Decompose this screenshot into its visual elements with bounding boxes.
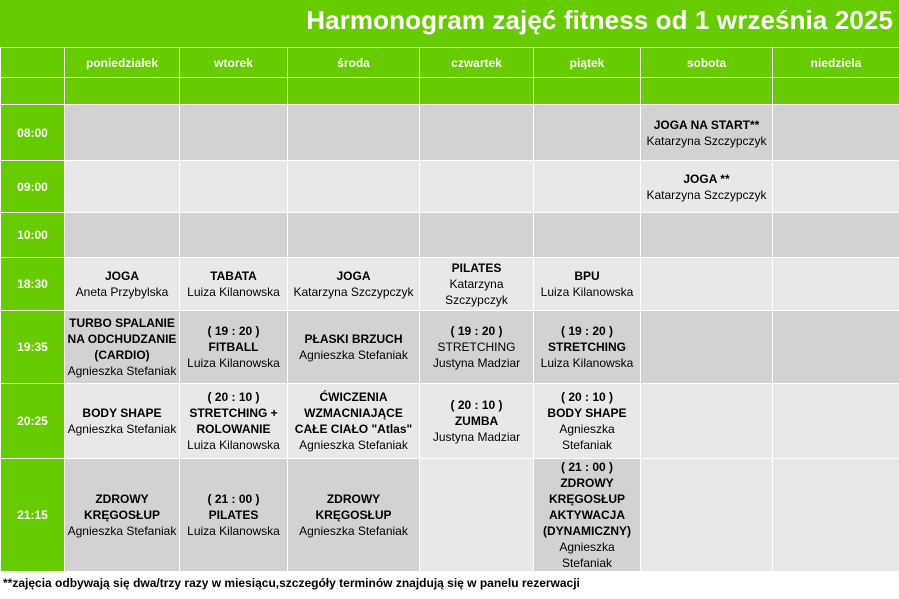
instructor-name: Katarzyna Szczypczyk (646, 187, 767, 202)
instructor-name: Luiza Kilanowska (187, 285, 280, 299)
class-name: STRETCHING + ROLOWANIE (189, 406, 278, 436)
class-name: PILATES (208, 508, 259, 522)
empty-slot (420, 161, 534, 213)
instructor-name: Luiza Kilanowska (187, 438, 280, 452)
class-name: ĆWICZENIA WZMACNIAJĄCE CAŁE CIAŁO "Atlas" (294, 390, 413, 436)
title-bar (0, 0, 899, 47)
time-row-1830 (1, 258, 899, 311)
class-time: ( 19 : 20 ) (450, 324, 503, 338)
instructor-name: Agnieszka Stefaniak (67, 364, 177, 378)
class-name: JOGA (104, 269, 139, 283)
instructor-name: Luiza Kilanowska (187, 356, 280, 370)
class-time: ( 19 : 20 ) (560, 324, 614, 338)
class-cell-thu-1830 (420, 258, 534, 311)
instructor-name: Agnieszka Stefaniak (559, 422, 615, 452)
class-name: TABATA (210, 269, 257, 283)
day-header-tuesday: wtorek (180, 48, 288, 78)
class-name: JOGA (336, 269, 371, 283)
empty-slot (288, 105, 420, 161)
footnote: **zajęcia odbywają się dwa/trzy razy w miesiącu,szczegóły terminów znajdują się w panelu rezerwacji (3, 576, 580, 590)
class-name: TURBO SPALANIE NA ODCHUDZANIE (CARDIO) (67, 316, 177, 362)
class-name: PILATES (451, 261, 502, 275)
page-title: Harmonogram zajęć fitness od 1 września 2025 (306, 5, 893, 35)
class-cell-fri-2115 (534, 459, 641, 572)
empty-slot (773, 161, 899, 213)
class-name: BPU (574, 269, 600, 283)
day-header-sunday: niedziela (773, 48, 899, 78)
empty-slot (641, 384, 773, 459)
instructor-name: Agnieszka Stefaniak (299, 524, 408, 538)
time-label: 08:00 (1, 105, 65, 161)
instructor-name: Luiza Kilanowska (187, 524, 280, 538)
schedule-table (0, 47, 899, 572)
empty-slot (420, 459, 534, 572)
time-row-2025 (1, 384, 899, 459)
instructor-name: Katarzyna Szczypczyk (293, 285, 414, 299)
class-name: BODY SHAPE (82, 406, 162, 420)
time-label: 18:30 (1, 258, 65, 311)
instructor-name: Justyna Madziar (432, 356, 521, 370)
class-name: BODY SHAPE (547, 406, 627, 420)
empty-slot (534, 213, 641, 258)
day-header-friday: piątek (534, 48, 641, 78)
class-cell-tue-1935 (180, 311, 288, 384)
empty-slot (288, 213, 420, 258)
day-header-row (1, 48, 899, 78)
empty-slot (65, 105, 180, 161)
empty-slot (180, 161, 288, 213)
empty-slot (288, 161, 420, 213)
class-name: PŁASKI BRZUCH (304, 332, 403, 346)
instructor-name: Agnieszka Stefaniak (299, 438, 408, 452)
instructor-name: Agnieszka Stefaniak (67, 524, 177, 538)
class-cell-thu-2025 (420, 384, 534, 459)
instructor-name: Katarzyna Szczypczyk (445, 277, 508, 307)
time-label: 19:35 (1, 311, 65, 384)
empty-slot (65, 161, 180, 213)
class-time: ( 21 : 00 ) (560, 460, 614, 474)
empty-slot (534, 105, 641, 161)
class-cell-sat-0900 (641, 161, 773, 213)
day-header-monday: poniedziałek (65, 48, 180, 78)
day-header-saturday: sobota (641, 48, 773, 78)
empty-slot (65, 213, 180, 258)
class-cell-mon-2115 (65, 459, 180, 572)
class-time: ( 20 : 10 ) (560, 390, 614, 404)
class-cell-fri-2025 (534, 384, 641, 459)
class-name: STRETCHING (437, 340, 516, 354)
empty-slot (773, 258, 899, 311)
empty-slot (534, 161, 641, 213)
class-cell-wed-1830 (288, 258, 420, 311)
class-name: FITBALL (208, 340, 259, 354)
empty-slot (180, 213, 288, 258)
class-cell-fri-1830 (534, 258, 641, 311)
empty-slot (641, 311, 773, 384)
time-row-0900 (1, 161, 899, 213)
class-cell-mon-2025 (65, 384, 180, 459)
instructor-name: Agnieszka Stefaniak (559, 540, 615, 570)
class-time: ( 20 : 10 ) (207, 390, 260, 404)
instructor-name: Aneta Przybylska (75, 285, 169, 299)
time-label: 10:00 (1, 213, 65, 258)
class-cell-wed-1935 (288, 311, 420, 384)
instructor-name: Luiza Kilanowska (540, 285, 634, 299)
class-cell-tue-2115 (180, 459, 288, 572)
class-name: ZUMBA (454, 414, 499, 428)
time-row-2115 (1, 459, 899, 572)
empty-slot (773, 311, 899, 384)
class-cell-tue-2025 (180, 384, 288, 459)
time-label: 21:15 (1, 459, 65, 572)
class-name: ZDROWY KRĘGOSŁUP (84, 492, 161, 522)
empty-slot (641, 213, 773, 258)
instructor-name: Agnieszka Stefaniak (299, 348, 408, 362)
class-cell-sat-0800 (641, 105, 773, 161)
time-label: 20:25 (1, 384, 65, 459)
class-name: ZDROWY KRĘGOSŁUP (315, 492, 392, 522)
class-cell-mon-1830 (65, 258, 180, 311)
instructor-name: Luiza Kilanowska (540, 356, 634, 370)
instructor-name: Justyna Madziar (432, 430, 521, 444)
class-cell-thu-1935 (420, 311, 534, 384)
corner-cell (1, 48, 65, 78)
time-label: 09:00 (1, 161, 65, 213)
day-header-wednesday: środa (288, 48, 420, 78)
class-time: ( 19 : 20 ) (207, 324, 260, 338)
instructor-name: Katarzyna Szczypczyk (646, 133, 767, 148)
empty-slot (773, 384, 899, 459)
class-cell-fri-1935 (534, 311, 641, 384)
empty-slot (180, 105, 288, 161)
class-cell-tue-1830 (180, 258, 288, 311)
class-name: ZDROWY KRĘGOSŁUP AKTYWACJA (DYNAMICZNY) (543, 476, 631, 538)
empty-slot (773, 105, 899, 161)
spacer-row (1, 78, 899, 105)
class-cell-wed-2115 (288, 459, 420, 572)
empty-slot (641, 459, 773, 572)
class-cell-wed-2025 (288, 384, 420, 459)
class-time: ( 21 : 00 ) (207, 492, 260, 506)
empty-slot (420, 213, 534, 258)
class-time: ( 20 : 10 ) (450, 398, 503, 412)
time-row-1935 (1, 311, 899, 384)
class-name: STRETCHING (548, 340, 626, 354)
empty-slot (420, 105, 534, 161)
empty-slot (773, 459, 899, 572)
instructor-name: Agnieszka Stefaniak (67, 422, 177, 436)
empty-slot (773, 213, 899, 258)
empty-slot (641, 258, 773, 311)
class-name: JOGA ** (683, 171, 730, 186)
time-row-0800 (1, 105, 899, 161)
day-header-thursday: czwartek (420, 48, 534, 78)
class-name: JOGA NA START** (653, 117, 760, 132)
class-cell-mon-1935 (65, 311, 180, 384)
time-row-1000 (1, 213, 899, 258)
